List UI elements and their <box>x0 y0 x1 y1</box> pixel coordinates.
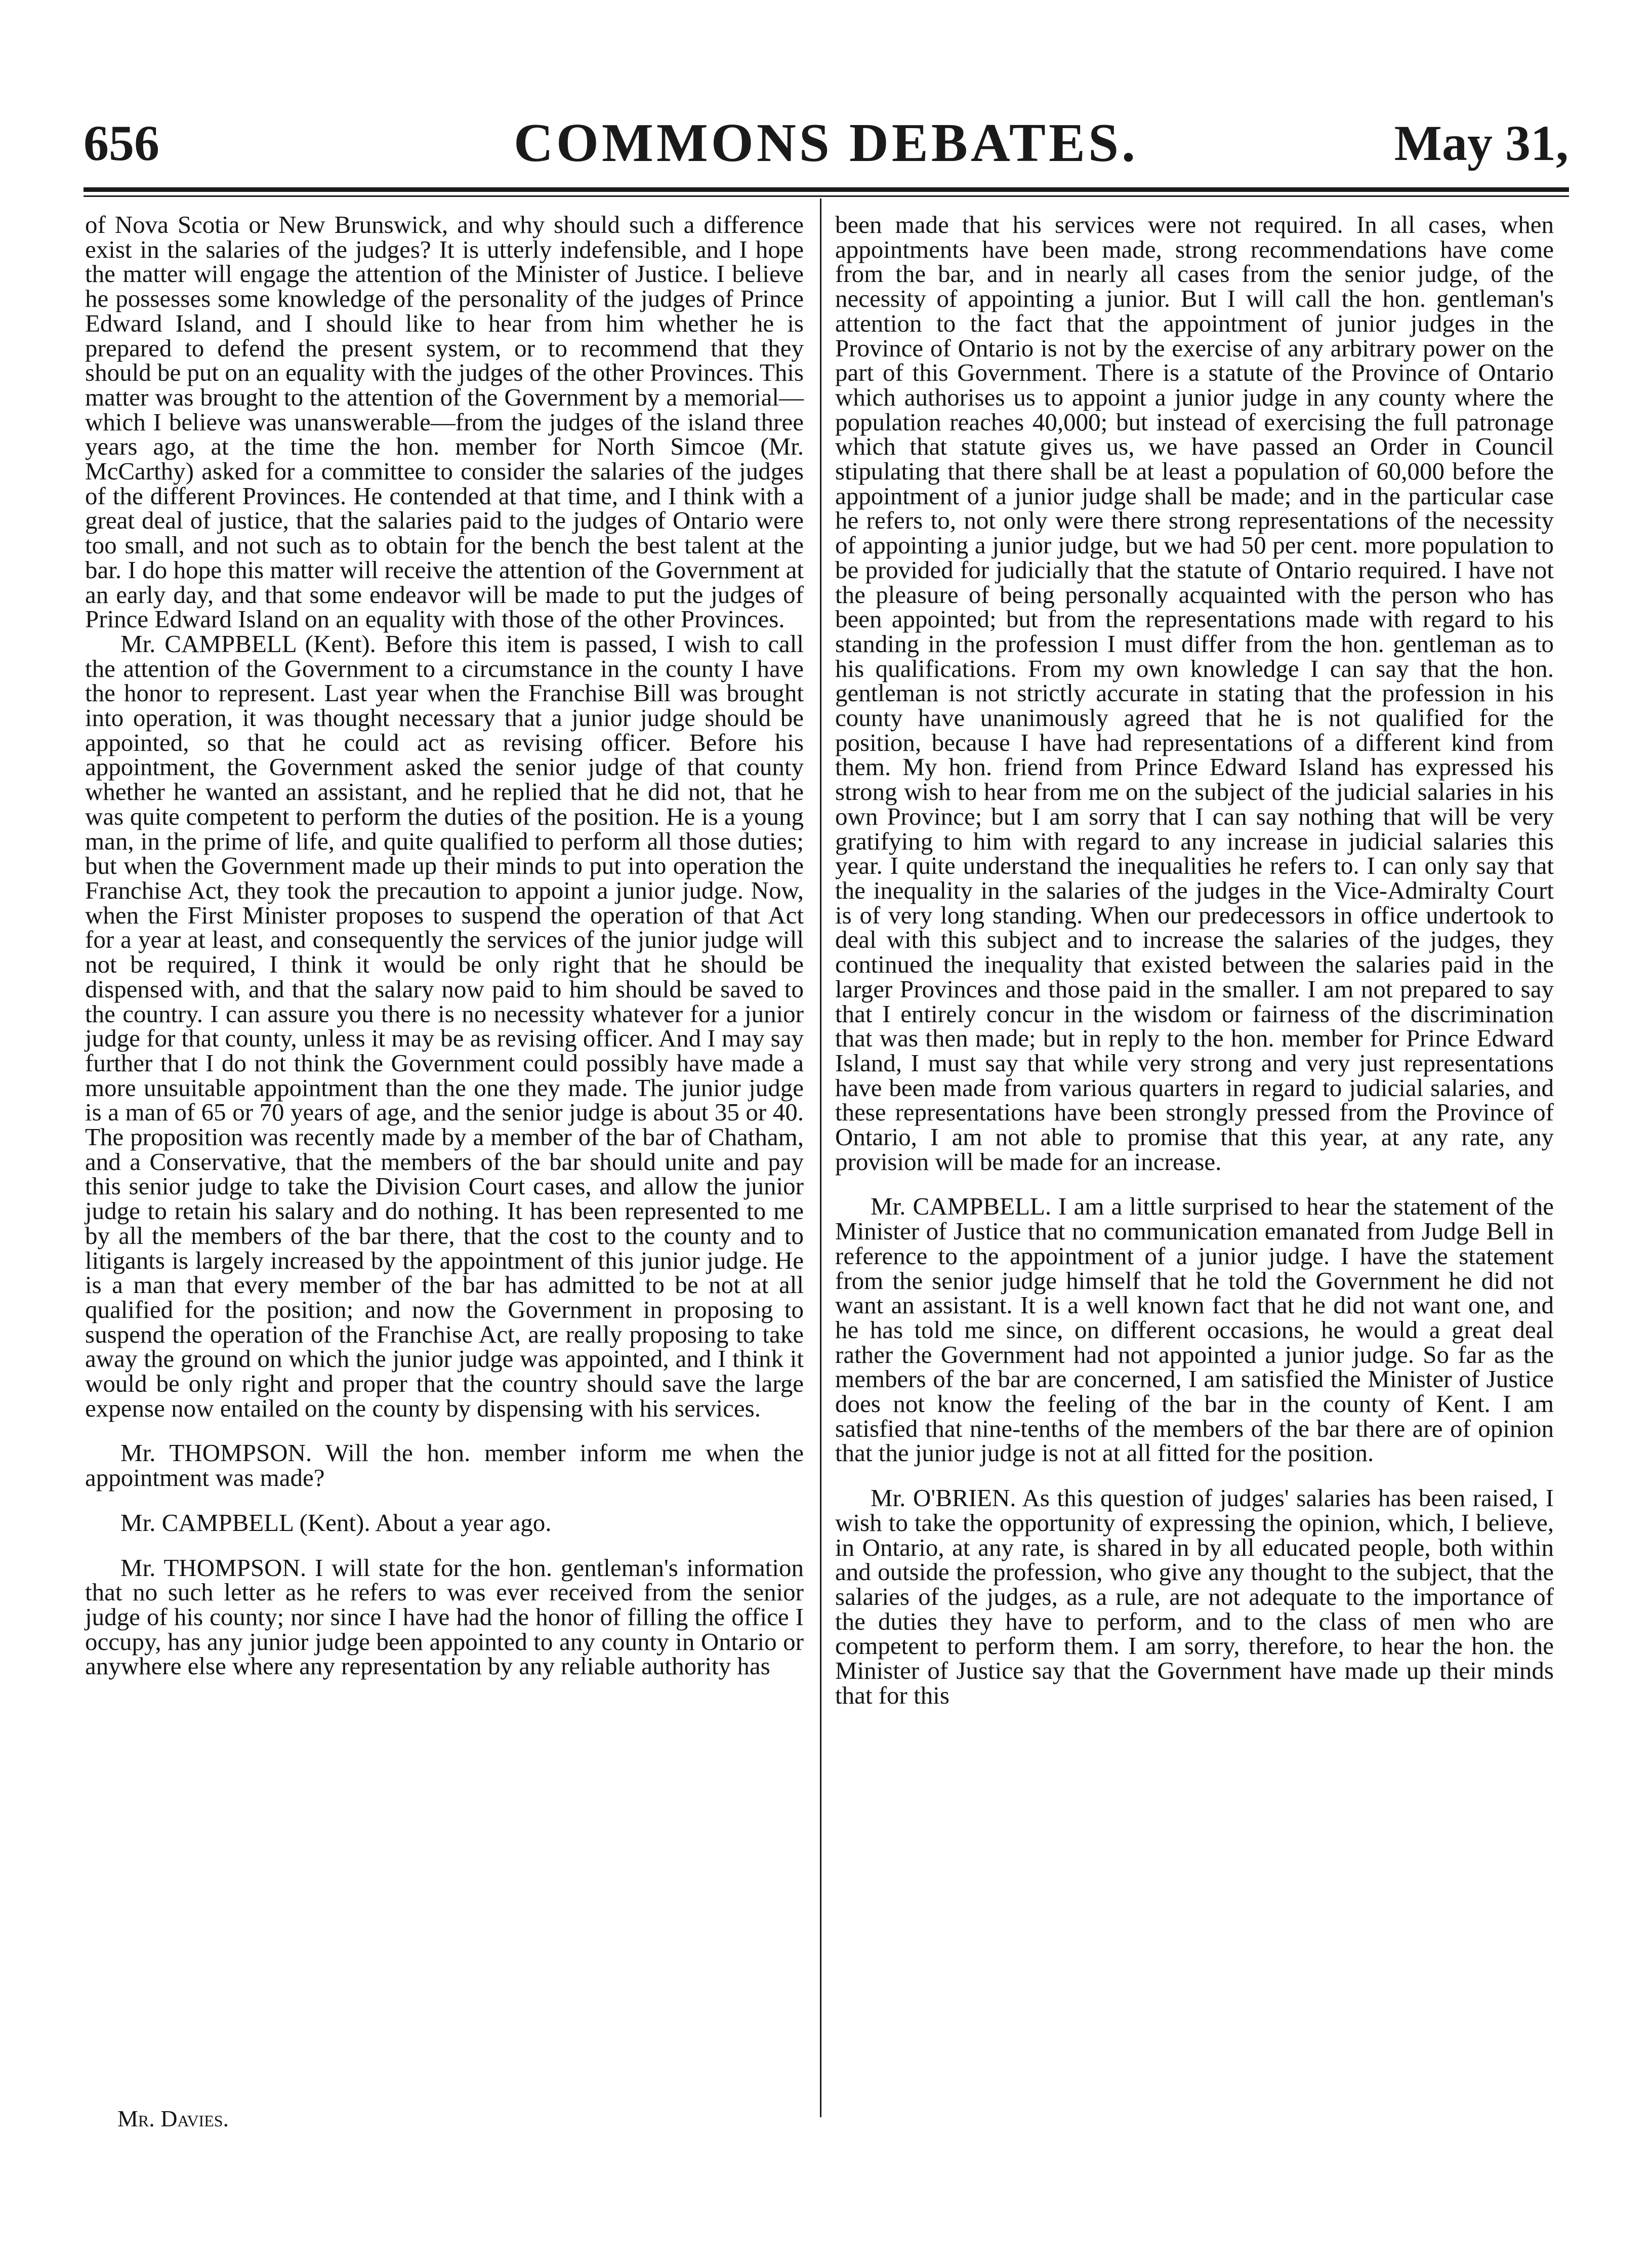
right-column <box>835 213 1554 1708</box>
paragraph: Mr. CAMPBELL (Kent). About a year ago. <box>120 1508 552 1537</box>
page-date: May 31, <box>1394 115 1568 171</box>
footer-speaker: Mr. Davies. <box>117 2106 229 2131</box>
header-rule-thin <box>84 195 1569 197</box>
left-column <box>85 213 804 1679</box>
column-divider <box>820 198 821 2117</box>
paragraph: been made that his services were not required. In all cases, when appointments have been made, strong recommendations have come from the bar, and in nearly all cases from the senior judge, of the necessity of appointing a junior. But I will call the hon. gentleman's attention to the fact that the appointment of junior judges in the Province of Ontario is not by the exercise of any arbitrary power on the part of this Government. There is a statute of the Province of Ontario which authorises us to appoint a junior judge in any county where the population reaches 40,000; but instead of exercising the full patronage which that statute gives us, we have passed an Order in Council stipulating that there shall be at least a population of 60,000 before the appointment of a junior judge shall be made; and in the particular case he refers to, not only were there strong representations of the necessity of appointing a junior judge, but we had 50 per cent. more population to be provided for judicially that the statute of Ontario required. I have not the pleasure of being personally acquainted with the person who has been appointed; but from the representations made with regard to his standing in the profession I must differ from the hon. gentleman as to his qualifications. From my own knowledge I can say that the hon. gentleman is not strictly accurate in stating that the profession in his county have unanimously agreed that he is not qualified for the position, because I have had representations of a different kind from them. My hon. friend from Prince Edward Island has expressed his strong wish to hear from me on the subject of the judicial salaries in his own Province; but I am sorry that I can say nothing that will be very gratifying to him with regard to any increase in judicial salaries this year. I quite understand the inequalities he refers to. I can only say that the inequality in the salaries of the judges in the Vice-Admiralty Court is of very long standing. When our predecessors in office undertook to deal with this subject and to increase the salaries of the judges, they continued the inequality that existed between the salaries paid in the larger Provinces and those paid in the smaller. I am not prepared to say that I entirely concur in the wisdom or fairness of the discrimination that was then made; but in reply to the hon. member for Prince Edward Island, I must say that while very strong and very just representations have been made from various quarters in regard to judicial salaries, and these representations have been strongly pressed from the Province of Ontario, I am not able to promise that this year, at any rate, any provision will be made for an increase. <box>835 211 1554 1176</box>
paragraph: Mr. THOMPSON. I will state for the hon. gentleman's information that no such letter as he refers to was ever received from the senior judge of his county; nor since I have had the honor of filling the office I occupy, has any junior judge been appointed to any county in Ontario or anywhere else where any representation by any reliable authority has <box>85 1553 804 1680</box>
paragraph: of Nova Scotia or New Brunswick, and why should such a difference exist in the salaries of the judges? It is utterly indefensible, and I hope the matter will engage the attention of the Minister of Justice. I believe he possesses some knowledge of the personality of the judges of Prince Edward Island, and I should like to hear from him whether he is prepared to defend the present system, or to recommend that they should be put on an equality with the judges of the other Provinces. This matter was brought to the attention of the Government by a memorial—which I believe was unanswerable—from the judges of the island three years ago, at the time the hon. member for North Simcoe (Mr. McCarthy) asked for a committee to consider the salaries of the judges of the different Provinces. He contended at that time, and I think with a great deal of justice, that the salaries paid to the judges of Ontario were too small, and not such as to obtain for the bench the best talent at the bar. I do hope this matter will receive the attention of the Government at an early day, and that some endeavor will be made to put the judges of Prince Edward Island on an equality with those of the other Provinces. <box>85 211 804 633</box>
paragraph: Mr. O'BRIEN. As this question of judges' salaries has been raised, I wish to take the opportunity of expressing the opinion, which, I believe, in Ontario, at any rate, is shared in by all educated people, both within and outside the profession, who give any thought to the subject, that the salaries of the judges, as a rule, are not adequate to the importance of the duties they have to perform, and to the class of men who are competent to perform them. I am sorry, therefore, to hear the hon. the Minister of Justice say that the Government have made up their minds that for this <box>835 1484 1554 1709</box>
page-number: 656 <box>84 115 159 171</box>
paragraph: Mr. THOMPSON. Will the hon. member inform me when the appointment was made? <box>85 1439 804 1492</box>
page-title: COMMONS DEBATES. <box>513 113 1139 173</box>
paragraph: Mr. CAMPBELL. I am a little surprised to hear the statement of the Minister of Justice that no communication emanated from Judge Bell in reference to the appointment of a junior judge. I have the statement from the senior judge himself that he told the Government he did not want an assistant. It is a well known fact that he did not want one, and he has told me since, on different occasions, he would a great deal rather the Government had not appointed a junior judge. So far as the members of the bar are concerned, I am satisfied the Minister of Justice does not know the feeling of the bar in the county of Kent. I am satisfied that nine-tenths of the members of the bar there are of opinion that the junior judge is not at all fitted for the position. <box>835 1192 1554 1467</box>
header-rule <box>84 187 1569 192</box>
paragraph: Mr. CAMPBELL (Kent). Before this item is passed, I wish to call the attention of the Government to a circumstance in the county I have the honor to represent. Last year when the Franchise Bill was brought into operation, it was thought necessary that a junior judge should be appointed, so that he could act as revising officer. Before his appointment, the Government asked the senior judge of that county whether he wanted an assistant, and he replied that he did not, that he was quite competent to perform the duties of the position. He is a young man, in the prime of life, and quite qualified to perform all those duties; but when the Government made up their minds to put into operation the Franchise Act, they took the precaution to appoint a junior judge. Now, when the First Minister proposes to suspend the operation of that Act for a year at least, and consequently the services of the junior judge will not be required, I think it would be only right that he should be dispensed with, and that the salary now paid to him should be saved to the country. I can assure you there is no necessity whatever for a junior judge for that county, unless it may be as revising officer. And I may say further that I do not think the Government could possibly have made a more unsuitable appointment than the one they made. The junior judge is a man of 65 or 70 years of age, and the senior judge is about 35 or 40. The proposition was recently made by a member of the bar of Chatham, and a Conservative, that the members of the bar should unite and pay this senior judge to take the Division Court cases, and allow the junior judge to retain his salary and do nothing. It has been represented to me by all the members of the bar there, that the cost to the county and to litigants is largely increased by the appointment of this junior judge. He is a man that every member of the bar has admitted to be not at all qualified for the position; and now the Government in proposing to suspend the operation of the Franchise Act, are really proposing to take away the ground on which the junior judge was appointed, and I think it would be only right and proper that the country should save the large expense now entailed on the county by dispensing with his services. <box>85 629 804 1422</box>
